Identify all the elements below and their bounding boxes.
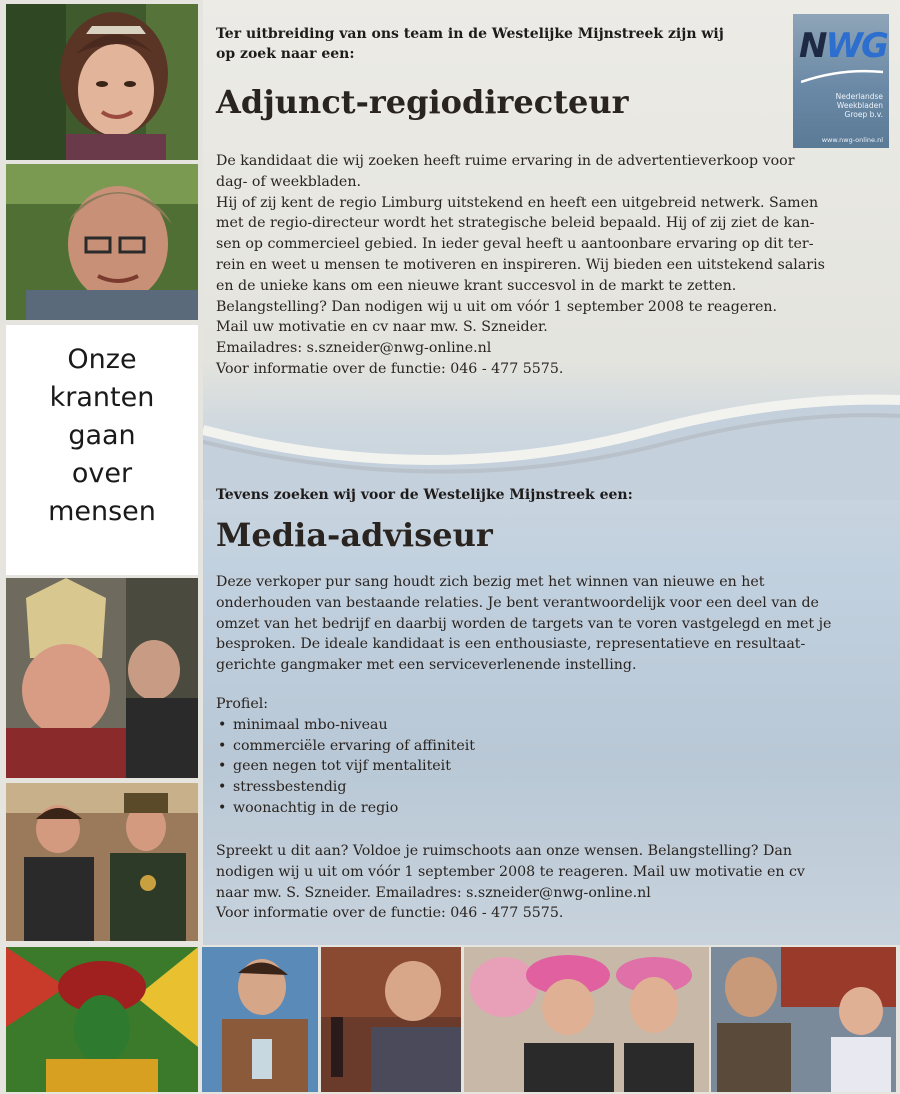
- vacancy2-closing: [216, 841, 886, 924]
- body-line: en de unieke kans om een nieuwe krant succesvol in de markt te zetten.: [216, 277, 737, 294]
- body-line: gerichte gangmaker met een serviceverlenende instelling.: [216, 657, 637, 674]
- profile-item: • minimaal mbo-niveau: [216, 715, 886, 736]
- photo-man-and-child: [711, 947, 896, 1092]
- wave-decoration: [203, 360, 900, 500]
- logo-url: www.nwg-online.nl: [821, 136, 883, 144]
- slogan-word: over: [71, 458, 133, 489]
- body-line: Voor informatie over de functie: 046 - 477 5575.: [216, 360, 564, 377]
- body-line: dag- of weekbladen.: [216, 173, 361, 190]
- vacancy2-body: [216, 572, 886, 676]
- photo-young-man: [202, 947, 318, 1092]
- photo-bishop: [6, 578, 198, 778]
- body-line: onderhouden van bestaande relaties. Je bent verantwoordelijk voor een deel van de: [216, 594, 819, 611]
- vacancy2-title: Media-adviseur: [216, 516, 493, 554]
- logo-name-line: Weekbladen: [836, 101, 883, 110]
- logo-letters-wg: WG: [825, 26, 887, 66]
- bottom-photo-strip: [0, 945, 900, 1094]
- photo-couple-in-uniform: [6, 783, 198, 941]
- body-line: besproken. De ideale kandidaat is een enthousiaste, representatieve en resultaat-: [216, 636, 806, 653]
- body-line: Deze verkoper pur sang houdt zich bezig met het winnen van nieuwe en het: [216, 574, 765, 590]
- body-line: Hij of zij kent de regio Limburg uitstekend en heeft een uitgebreid netwerk. Samen: [216, 194, 819, 211]
- left-photo-column: [0, 0, 205, 945]
- closing-line: naar mw. S. Szneider. Emailadres: s.szneider@nwg-online.nl: [216, 884, 651, 901]
- profile-item: • woonachtig in de regio: [216, 798, 886, 819]
- slogan-word: mensen: [48, 496, 156, 527]
- body-line: omzet van het bedrijf en daarbij worden de targets van te voren vastgelegd en met je: [216, 615, 832, 632]
- profile-list: [216, 715, 886, 819]
- profile-section: [216, 694, 886, 819]
- body-line: Belangstelling? Dan nodigen wij u uit om vóór 1 september 2008 te reageren.: [216, 298, 778, 315]
- logo-letter-n: N: [799, 26, 826, 66]
- profile-item: • commerciële ervaring of affiniteit: [216, 736, 886, 757]
- slogan-word: gaan: [68, 420, 136, 451]
- profile-item: • stressbestendig: [216, 777, 886, 798]
- photo-woman-with-tiara: [6, 4, 198, 160]
- intro-line: op zoek naar een:: [216, 46, 355, 62]
- closing-line: Spreekt u dit aan? Voldoe je ruimschoots aan onze wensen. Belangstelling? Dan: [216, 843, 793, 859]
- profile-item: • geen negen tot vijf mentaliteit: [216, 756, 886, 777]
- vacancy1-intro: [216, 24, 886, 64]
- closing-line: nodigen wij u uit om vóór 1 september 2008 te reageren. Mail uw motivatie en cv: [216, 863, 805, 880]
- vacancy1-title: Adjunct-regiodirecteur: [216, 83, 629, 121]
- logo-name-line: Groep b.v.: [844, 110, 883, 119]
- photo-carnival-costume: [6, 947, 198, 1092]
- body-line: De kandidaat die wij zoeken heeft ruime ervaring in de advertentieverkoop voor: [216, 153, 795, 169]
- closing-line: Voor informatie over de functie: 046 - 477 5575.: [216, 905, 564, 922]
- nwg-logo: [793, 14, 889, 148]
- intro-line: Ter uitbreiding van ons team in de Westelijke Mijnstreek zijn wij: [216, 26, 724, 42]
- logo-name-line: Nederlandse: [835, 92, 883, 101]
- profile-label: Profiel:: [216, 696, 269, 712]
- body-line: Emailadres: s.szneider@nwg-online.nl: [216, 340, 492, 357]
- body-line: met de regio-directeur wordt het strategische beleid bepaald. Hij of zij ziet de kan-: [216, 215, 815, 232]
- logo-swoosh-icon: [801, 66, 883, 86]
- body-line: sen op commercieel gebied. In ieder geval heeft u aantoonbare ervaring op dit ter-: [216, 236, 814, 253]
- photo-girls-pink-hats: [464, 947, 709, 1092]
- body-line: Mail uw motivatie en cv naar mw. S. Szneider.: [216, 319, 548, 336]
- photo-man-with-glasses: [6, 164, 198, 320]
- logo-mark: [799, 24, 887, 68]
- vacancy2-intro: Tevens zoeken wij voor de Westelijke Mijnstreek een:: [216, 487, 633, 503]
- logo-company-name: [797, 92, 883, 119]
- slogan-box: [6, 325, 198, 575]
- body-line: rein en weet u mensen te motiveren en inspireren. Wij bieden een uitstekend salaris: [216, 256, 825, 273]
- vacancy1-body: [216, 151, 886, 380]
- slogan-word: kranten: [49, 382, 155, 413]
- slogan-word: Onze: [67, 344, 137, 375]
- photo-man-with-wine: [321, 947, 461, 1092]
